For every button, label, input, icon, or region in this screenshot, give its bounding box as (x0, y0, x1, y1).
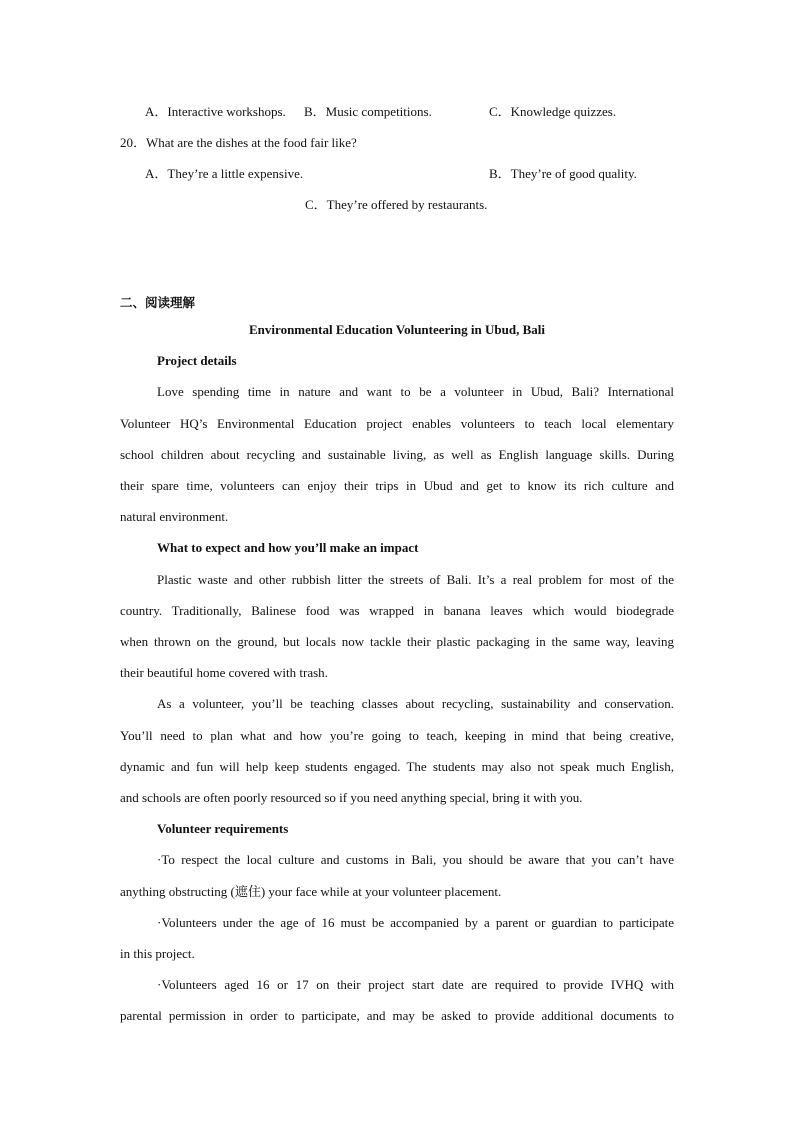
p3-line-4: and schools are often poorly resourced so if you need anything special, bring it with you. (120, 790, 583, 805)
p1-line-4: their spare time, volunteers can enjoy their trips in Ubud and get to know its rich culture and (120, 478, 674, 493)
p2-line-3: when thrown on the ground, but locals now tackle their plastic packaging in the same way, leaving (120, 634, 674, 649)
article-title: Environmental Education Volunteering in Ubud, Bali (249, 322, 545, 337)
req3-line-1: ·Volunteers aged 16 or 17 on their project start date are required to provide IVHQ with (157, 977, 674, 992)
req1-line-1: ·To respect the local culture and customs in Bali, you should be aware that you can’t have (157, 852, 674, 867)
p3-line-1: As a volunteer, you’ll be teaching classes about recycling, sustainability and conservation. (157, 696, 674, 711)
req2-line-1: ·Volunteers under the age of 16 must be accompanied by a parent or guardian to participate (157, 915, 674, 930)
req1-line-2: anything obstructing (遮住) your face while at your volunteer placement. (120, 884, 502, 899)
p1-line-5: natural environment. (120, 509, 229, 524)
q20-option-a: A．They’re a little expensive. (145, 166, 304, 181)
p3-line-3: dynamic and fun will help keep students engaged. The students may also not speak much English, (120, 759, 674, 774)
p2-line-1: Plastic waste and other rubbish litter the streets of Bali. It’s a real problem for most of the (157, 572, 674, 587)
q20-stem: 20．What are the dishes at the food fair like? (120, 135, 357, 150)
req3-line-2: parental permission in order to participate, and may be asked to provide additional documents to (120, 1008, 674, 1023)
requirements-heading: Volunteer requirements (157, 821, 289, 836)
q20-option-b: B．They’re of good quality. (489, 166, 637, 181)
q19-option-a: A．Interactive workshops. (145, 104, 286, 119)
section-heading: 二、阅读理解 (120, 295, 196, 310)
project-details-heading: Project details (157, 353, 237, 368)
p1-line-1: Love spending time in nature and want to be a volunteer in Ubud, Bali? International (157, 384, 674, 399)
p1-line-3: school children about recycling and sustainable living, as well as English language skills. During (120, 447, 674, 462)
p2-line-2: country. Traditionally, Balinese food was wrapped in banana leaves which would biodegrade (120, 603, 674, 618)
q20-option-c: C．They’re offered by restaurants. (305, 197, 488, 212)
p3-line-2: You’ll need to plan what and how you’re going to teach, keeping in mind that being creative, (120, 728, 674, 743)
p1-line-2: Volunteer HQ’s Environmental Education project enables volunteers to teach local elementary (120, 416, 674, 431)
q19-option-b: B．Music competitions. (304, 104, 432, 119)
p2-line-4: their beautiful home covered with trash. (120, 665, 328, 680)
req2-line-2: in this project. (120, 946, 195, 961)
q19-option-c: C．Knowledge quizzes. (489, 104, 617, 119)
impact-heading: What to expect and how you’ll make an impact (157, 540, 419, 555)
